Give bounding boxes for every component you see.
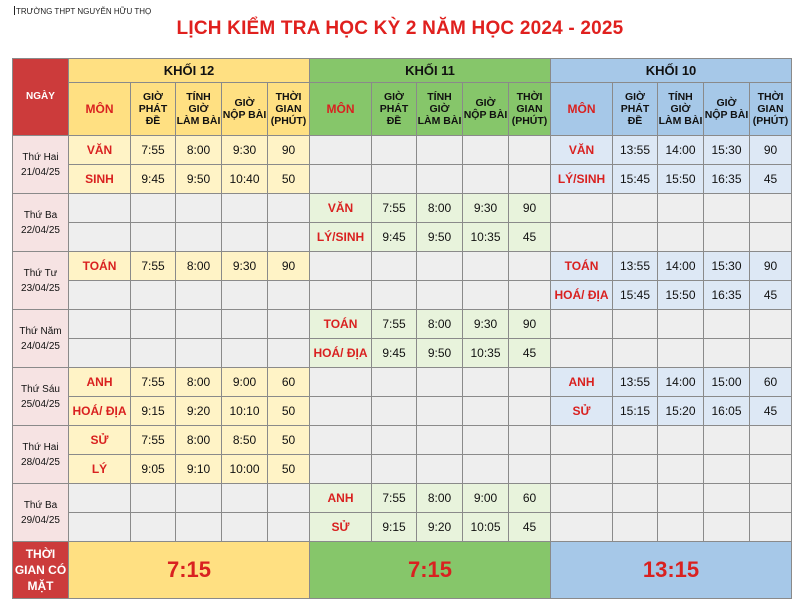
khoi-11-start-cell: 7:55 [372, 310, 417, 339]
khoi-11-begin-cell: 8:00 [417, 310, 463, 339]
table-row [13, 281, 792, 310]
khoi-11-minutes-cell: 60 [509, 484, 551, 513]
khoi-12-minutes-cell: 90 [268, 136, 310, 165]
khoi-12-end-cell [222, 223, 268, 252]
khoi-12-minutes-cell: 50 [268, 165, 310, 194]
khoi-12-begin-cell [176, 223, 222, 252]
khoi-10-minutes-cell [750, 310, 792, 339]
khoi-10-minutes-cell [750, 455, 792, 484]
khoi-10-start-cell [613, 484, 658, 513]
khoi-10-subject-cell [551, 513, 613, 542]
day-cell [13, 310, 69, 368]
day-cell [13, 426, 69, 484]
khoi-12-end-cell [222, 339, 268, 368]
khoi-10-start-cell: 13:55 [613, 136, 658, 165]
khoi-12-subject-cell: HOÁ/ ĐỊA [69, 397, 131, 426]
khoi-12-start-cell [131, 281, 176, 310]
khoi-11-end-cell [463, 165, 509, 194]
header-mon: MÔN [69, 83, 131, 136]
khoi-10-minutes-cell [750, 339, 792, 368]
header-gio-phat-de: GIỜ PHÁT ĐỀ [613, 83, 658, 136]
khoi-11-end-cell [463, 397, 509, 426]
khoi-12-start-cell: 7:55 [131, 368, 176, 397]
khoi-10-begin-cell: 14:00 [658, 252, 704, 281]
table-row [13, 484, 792, 513]
khoi-12-begin-cell [176, 281, 222, 310]
khoi-11-start-cell [372, 136, 417, 165]
khoi-10-subject-cell: VĂN [551, 136, 613, 165]
khoi-11-minutes-cell [509, 455, 551, 484]
khoi-10-begin-cell: 14:00 [658, 136, 704, 165]
khoi-12-start-cell [131, 223, 176, 252]
khoi-11-minutes-cell: 45 [509, 339, 551, 368]
khoi-11-start-cell [372, 368, 417, 397]
table-row [13, 194, 792, 223]
khoi-11-subject-cell: TOÁN [310, 310, 372, 339]
khoi-11-minutes-cell [509, 252, 551, 281]
khoi-10-start-cell [613, 223, 658, 252]
khoi-11-begin-cell: 8:00 [417, 484, 463, 513]
khoi-12-start-cell: 7:55 [131, 252, 176, 281]
khoi-10-end-cell: 16:35 [704, 165, 750, 194]
khoi-12-minutes-cell: 60 [268, 368, 310, 397]
table-row [13, 310, 792, 339]
khoi-12-subject-cell: ANH [69, 368, 131, 397]
khoi-10-subject-cell: SỬ [551, 397, 613, 426]
khoi-10-minutes-cell: 90 [750, 252, 792, 281]
khoi-10-begin-cell: 15:50 [658, 165, 704, 194]
footer-time-khoi-10: 13:15 [551, 542, 792, 599]
page-title: LỊCH KIỂM TRA HỌC KỲ 2 NĂM HỌC 2024 - 2025 [176, 18, 624, 39]
khoi-12-end-cell: 10:40 [222, 165, 268, 194]
table-row [13, 223, 792, 252]
khoi-12-minutes-cell [268, 310, 310, 339]
khoi-10-end-cell [704, 194, 750, 223]
header-gio-nop-bai: GIỜ NỘP BÀI [463, 83, 509, 136]
khoi-11-subject-cell [310, 281, 372, 310]
khoi-12-begin-cell [176, 339, 222, 368]
khoi-11-begin-cell [417, 368, 463, 397]
khoi-12-subject-cell [69, 513, 131, 542]
header-tinh-gio-lam-bai: TÍNH GIỜ LÀM BÀI [658, 83, 704, 136]
day-weekday: Thứ Tư [23, 267, 58, 279]
khoi-10-begin-cell: 14:00 [658, 368, 704, 397]
khoi-10-end-cell [704, 455, 750, 484]
khoi-12-subject-cell: TOÁN [69, 252, 131, 281]
khoi-10-subject-cell [551, 484, 613, 513]
table-row [13, 368, 792, 397]
khoi-10-start-cell [613, 455, 658, 484]
khoi-11-begin-cell [417, 165, 463, 194]
khoi-11-start-cell [372, 455, 417, 484]
khoi-10-subject-cell: TOÁN [551, 252, 613, 281]
khoi-10-end-cell: 16:35 [704, 281, 750, 310]
khoi-12-minutes-cell [268, 339, 310, 368]
khoi-11-subject-cell [310, 368, 372, 397]
khoi-10-minutes-cell [750, 513, 792, 542]
khoi-12-minutes-cell [268, 223, 310, 252]
header-gio-nop-bai: GIỜ NỘP BÀI [222, 83, 268, 136]
khoi-12-subject-cell [69, 484, 131, 513]
khoi-10-end-cell [704, 339, 750, 368]
khoi-11-begin-cell: 9:50 [417, 223, 463, 252]
khoi-10-subject-cell: LÝ/SINH [551, 165, 613, 194]
khoi-11-start-cell [372, 397, 417, 426]
khoi-12-minutes-cell: 50 [268, 397, 310, 426]
khoi-10-end-cell: 16:05 [704, 397, 750, 426]
day-weekday: Thứ Hai [22, 151, 59, 163]
khoi-12-start-cell: 9:45 [131, 165, 176, 194]
khoi-10-start-cell [613, 310, 658, 339]
table-row [13, 513, 792, 542]
khoi-12-end-cell: 10:00 [222, 455, 268, 484]
khoi-10-end-cell: 15:30 [704, 252, 750, 281]
khoi-12-begin-cell [176, 194, 222, 223]
khoi-12-subject-cell: LÝ [69, 455, 131, 484]
khoi-12-start-cell [131, 339, 176, 368]
khoi-12-end-cell: 10:10 [222, 397, 268, 426]
khoi-11-begin-cell [417, 136, 463, 165]
school-name [14, 6, 151, 16]
khoi-10-minutes-cell: 45 [750, 281, 792, 310]
khoi-10-begin-cell [658, 484, 704, 513]
khoi-10-end-cell [704, 484, 750, 513]
header-khoi-12: KHỐI 12 [69, 59, 310, 83]
footer-time-khoi-11: 7:15 [310, 542, 551, 599]
header-gio-phat-de: GIỜ PHÁT ĐỀ [372, 83, 417, 136]
khoi-11-subject-cell [310, 455, 372, 484]
day-date: 21/04/25 [21, 166, 60, 178]
day-date: 28/04/25 [21, 456, 60, 468]
khoi-10-begin-cell [658, 455, 704, 484]
header-khoi-10: KHỐI 10 [551, 59, 792, 83]
khoi-12-begin-cell: 9:20 [176, 397, 222, 426]
khoi-11-subject-cell [310, 136, 372, 165]
khoi-11-subject-cell: VĂN [310, 194, 372, 223]
khoi-11-minutes-cell [509, 165, 551, 194]
khoi-12-subject-cell [69, 194, 131, 223]
khoi-11-start-cell [372, 426, 417, 455]
khoi-12-end-cell: 9:30 [222, 136, 268, 165]
khoi-11-end-cell: 9:30 [463, 310, 509, 339]
khoi-10-begin-cell [658, 310, 704, 339]
khoi-12-start-cell [131, 310, 176, 339]
khoi-10-subject-cell [551, 223, 613, 252]
day-date: 22/04/25 [21, 224, 60, 236]
khoi-11-end-cell [463, 455, 509, 484]
khoi-10-start-cell [613, 426, 658, 455]
khoi-10-minutes-cell: 45 [750, 397, 792, 426]
header-tinh-gio-lam-bai: TÍNH GIỜ LÀM BÀI [176, 83, 222, 136]
khoi-10-start-cell: 15:45 [613, 165, 658, 194]
khoi-11-minutes-cell [509, 426, 551, 455]
khoi-11-end-cell [463, 368, 509, 397]
khoi-10-subject-cell [551, 455, 613, 484]
khoi-10-end-cell [704, 310, 750, 339]
khoi-11-end-cell: 10:05 [463, 513, 509, 542]
khoi-10-start-cell: 13:55 [613, 252, 658, 281]
table-row [13, 397, 792, 426]
khoi-12-begin-cell: 8:00 [176, 252, 222, 281]
header-gio-phat-de: GIỜ PHÁT ĐỀ [131, 83, 176, 136]
khoi-11-start-cell [372, 252, 417, 281]
khoi-11-start-cell: 9:45 [372, 223, 417, 252]
khoi-11-begin-cell [417, 252, 463, 281]
khoi-10-start-cell: 15:15 [613, 397, 658, 426]
khoi-11-end-cell: 9:30 [463, 194, 509, 223]
khoi-12-subject-cell: SINH [69, 165, 131, 194]
table-row [13, 455, 792, 484]
khoi-12-minutes-cell [268, 513, 310, 542]
khoi-11-end-cell [463, 136, 509, 165]
khoi-10-minutes-cell [750, 484, 792, 513]
khoi-10-subject-cell [551, 339, 613, 368]
khoi-11-subject-cell: SỬ [310, 513, 372, 542]
header-gio-nop-bai: GIỜ NỘP BÀI [704, 83, 750, 136]
khoi-12-end-cell [222, 194, 268, 223]
khoi-12-subject-cell [69, 281, 131, 310]
khoi-11-minutes-cell [509, 281, 551, 310]
day-cell [13, 194, 69, 252]
khoi-12-minutes-cell: 90 [268, 252, 310, 281]
khoi-10-minutes-cell [750, 223, 792, 252]
khoi-11-start-cell: 9:45 [372, 339, 417, 368]
khoi-11-minutes-cell: 90 [509, 194, 551, 223]
khoi-11-minutes-cell: 45 [509, 223, 551, 252]
khoi-11-minutes-cell: 45 [509, 513, 551, 542]
khoi-11-end-cell: 9:00 [463, 484, 509, 513]
khoi-12-begin-cell: 9:10 [176, 455, 222, 484]
khoi-11-subject-cell [310, 252, 372, 281]
khoi-10-end-cell: 15:30 [704, 136, 750, 165]
khoi-11-begin-cell [417, 397, 463, 426]
khoi-11-end-cell [463, 426, 509, 455]
khoi-12-subject-cell: SỬ [69, 426, 131, 455]
khoi-11-minutes-cell [509, 397, 551, 426]
khoi-12-start-cell [131, 513, 176, 542]
day-weekday: Thứ Ba [23, 209, 58, 221]
khoi-12-end-cell: 9:00 [222, 368, 268, 397]
khoi-12-minutes-cell [268, 281, 310, 310]
khoi-10-start-cell [613, 513, 658, 542]
khoi-10-end-cell [704, 426, 750, 455]
khoi-12-end-cell [222, 281, 268, 310]
day-weekday: Thứ Hai [22, 441, 59, 453]
khoi-10-minutes-cell: 90 [750, 136, 792, 165]
khoi-11-begin-cell: 9:50 [417, 339, 463, 368]
header-thoi-gian: THỜI GIAN (PHÚT) [268, 83, 310, 136]
khoi-12-start-cell [131, 194, 176, 223]
khoi-10-begin-cell [658, 513, 704, 542]
khoi-12-begin-cell [176, 513, 222, 542]
khoi-11-subject-cell [310, 397, 372, 426]
day-cell [13, 368, 69, 426]
khoi-12-begin-cell: 8:00 [176, 368, 222, 397]
khoi-11-begin-cell: 8:00 [417, 194, 463, 223]
khoi-10-subject-cell [551, 310, 613, 339]
khoi-11-minutes-cell [509, 368, 551, 397]
khoi-12-begin-cell: 8:00 [176, 136, 222, 165]
day-date: 24/04/25 [21, 340, 60, 352]
header-ngay: NGÀY [13, 59, 69, 136]
khoi-11-subject-cell: HOÁ/ ĐỊA [310, 339, 372, 368]
khoi-10-subject-cell: HOÁ/ ĐỊA [551, 281, 613, 310]
day-cell [13, 484, 69, 542]
khoi-12-start-cell: 9:15 [131, 397, 176, 426]
khoi-11-start-cell: 7:55 [372, 484, 417, 513]
khoi-11-subject-cell [310, 426, 372, 455]
day-cell [13, 136, 69, 194]
khoi-10-start-cell [613, 339, 658, 368]
day-weekday: Thứ Năm [19, 325, 62, 337]
khoi-11-subject-cell: LÝ/SINH [310, 223, 372, 252]
header-mon: MÔN [551, 83, 613, 136]
khoi-11-minutes-cell: 90 [509, 310, 551, 339]
khoi-12-end-cell: 9:30 [222, 252, 268, 281]
khoi-12-subject-cell [69, 223, 131, 252]
khoi-10-end-cell: 15:00 [704, 368, 750, 397]
header-khoi-11: KHỐI 11 [310, 59, 551, 83]
header-tinh-gio-lam-bai: TÍNH GIỜ LÀM BÀI [417, 83, 463, 136]
khoi-12-subject-cell [69, 339, 131, 368]
table-row [13, 252, 792, 281]
khoi-12-minutes-cell [268, 194, 310, 223]
khoi-10-subject-cell: ANH [551, 368, 613, 397]
khoi-12-begin-cell: 8:00 [176, 426, 222, 455]
khoi-10-begin-cell: 15:50 [658, 281, 704, 310]
day-date: 23/04/25 [21, 282, 60, 294]
khoi-11-end-cell [463, 252, 509, 281]
khoi-10-begin-cell: 15:20 [658, 397, 704, 426]
khoi-11-begin-cell [417, 281, 463, 310]
khoi-12-begin-cell [176, 484, 222, 513]
khoi-11-start-cell: 7:55 [372, 194, 417, 223]
khoi-10-start-cell [613, 194, 658, 223]
day-weekday: Thứ Sáu [21, 383, 60, 395]
khoi-11-subject-cell [310, 165, 372, 194]
day-date: 29/04/25 [21, 514, 60, 526]
khoi-10-start-cell: 15:45 [613, 281, 658, 310]
header-mon: MÔN [310, 83, 372, 136]
khoi-10-begin-cell [658, 223, 704, 252]
khoi-12-end-cell [222, 310, 268, 339]
khoi-11-start-cell: 9:15 [372, 513, 417, 542]
khoi-12-minutes-cell: 50 [268, 426, 310, 455]
khoi-11-end-cell [463, 281, 509, 310]
table-row [13, 339, 792, 368]
header-thoi-gian: THỜI GIAN (PHÚT) [509, 83, 551, 136]
exam-schedule-table [12, 58, 792, 599]
khoi-12-start-cell: 7:55 [131, 136, 176, 165]
khoi-10-start-cell: 13:55 [613, 368, 658, 397]
khoi-11-start-cell [372, 165, 417, 194]
khoi-11-end-cell: 10:35 [463, 339, 509, 368]
khoi-10-end-cell [704, 513, 750, 542]
khoi-12-end-cell [222, 513, 268, 542]
school-name-text: TRƯỜNG THPT NGUYỄN HỮU THỌ [16, 7, 152, 16]
khoi-12-minutes-cell: 50 [268, 455, 310, 484]
khoi-12-subject-cell [69, 310, 131, 339]
khoi-12-start-cell: 9:05 [131, 455, 176, 484]
table-row [13, 426, 792, 455]
khoi-11-begin-cell [417, 426, 463, 455]
khoi-10-begin-cell [658, 426, 704, 455]
khoi-12-subject-cell: VĂN [69, 136, 131, 165]
khoi-12-begin-cell [176, 310, 222, 339]
khoi-11-begin-cell: 9:20 [417, 513, 463, 542]
footer-label: THỜI GIAN CÓ MẶT [13, 542, 69, 599]
khoi-10-begin-cell [658, 339, 704, 368]
khoi-11-minutes-cell [509, 136, 551, 165]
footer-time-khoi-12: 7:15 [69, 542, 310, 599]
table-row [13, 136, 792, 165]
khoi-11-end-cell: 10:35 [463, 223, 509, 252]
table-row [13, 165, 792, 194]
khoi-12-begin-cell: 9:50 [176, 165, 222, 194]
khoi-12-minutes-cell [268, 484, 310, 513]
header-thoi-gian: THỜI GIAN (PHÚT) [750, 83, 792, 136]
khoi-12-end-cell: 8:50 [222, 426, 268, 455]
khoi-11-begin-cell [417, 455, 463, 484]
day-weekday: Thứ Ba [23, 499, 58, 511]
khoi-10-end-cell [704, 223, 750, 252]
khoi-12-start-cell: 7:55 [131, 426, 176, 455]
khoi-10-minutes-cell: 45 [750, 165, 792, 194]
khoi-12-start-cell [131, 484, 176, 513]
khoi-10-minutes-cell: 60 [750, 368, 792, 397]
khoi-11-subject-cell: ANH [310, 484, 372, 513]
khoi-10-minutes-cell [750, 194, 792, 223]
khoi-11-start-cell [372, 281, 417, 310]
khoi-10-subject-cell [551, 426, 613, 455]
khoi-10-minutes-cell [750, 426, 792, 455]
khoi-10-begin-cell [658, 194, 704, 223]
khoi-10-subject-cell [551, 194, 613, 223]
khoi-12-end-cell [222, 484, 268, 513]
day-cell [13, 252, 69, 310]
day-date: 25/04/25 [21, 398, 60, 410]
